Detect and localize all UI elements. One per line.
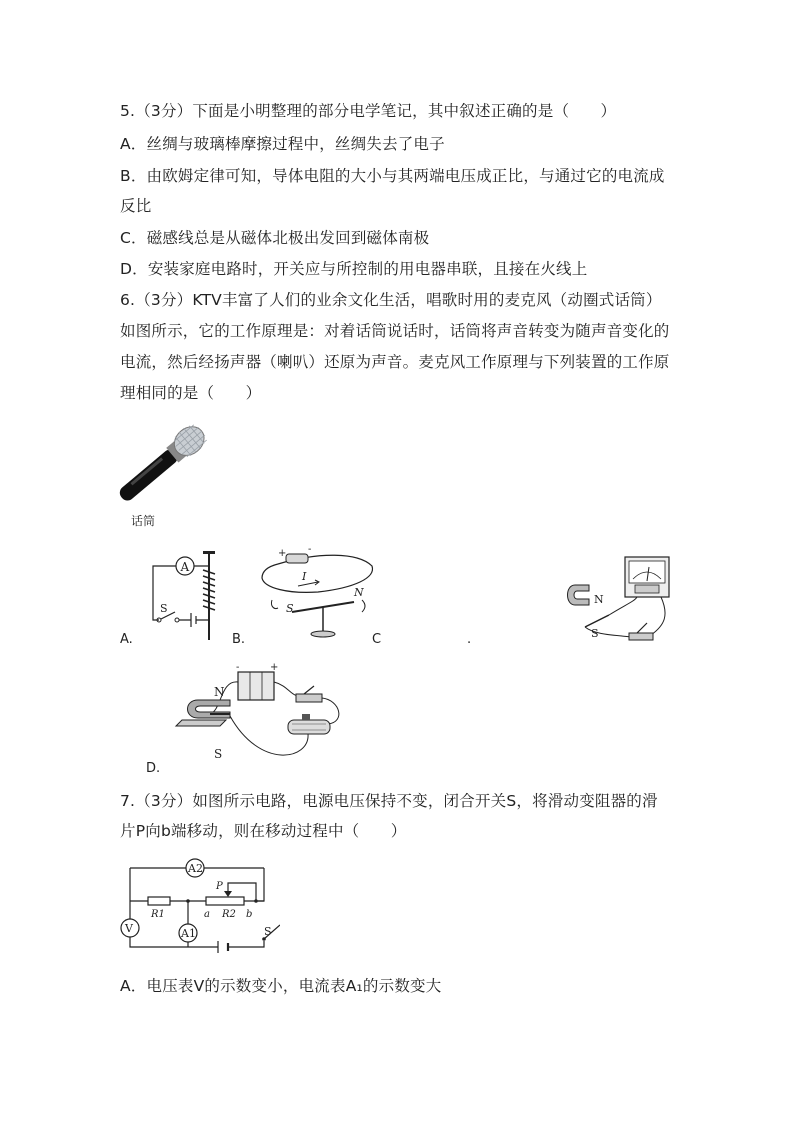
- terminal-a-label: a: [204, 909, 210, 920]
- q5-option-a: A．丝绸与玻璃棒摩擦过程中，丝绸失去了电子: [120, 135, 445, 153]
- magnet-s-label: S: [591, 627, 599, 640]
- microphone-image: [115, 412, 215, 507]
- q5-option-d: D．安装家庭电路时，开关应与所控制的用电器串联，且接在火线上: [120, 260, 588, 278]
- q6-stem-line1: 6.（3分）KTV丰富了人们的业余文化生活，唱歌时用的麦克风（动圈式话筒）: [120, 291, 662, 309]
- q6-option-d-label: D.: [146, 761, 161, 776]
- r2-label: R2: [222, 909, 236, 920]
- q6-stem-line2: 如图所示，它的工作原理是：对着话筒说话时，话筒将声音转变为随声音变化的: [120, 322, 670, 340]
- q6-figure-b: [258, 544, 380, 646]
- magnet-d-s-label: S: [214, 747, 223, 761]
- current-label: I: [302, 570, 307, 583]
- r1-label: R1: [151, 909, 165, 920]
- q6-option-c-dot: .: [467, 632, 472, 647]
- battery-d-plus: +: [270, 662, 279, 673]
- switch-s-label: S: [160, 602, 168, 615]
- q5-option-c: C．磁感线总是从磁体北极出发回到磁体南极: [120, 229, 430, 247]
- battery-minus: -: [308, 544, 312, 555]
- ammeter-a2-label: A2: [188, 862, 203, 875]
- q5-option-b: B．由欧姆定律可知，导体电阻的大小与其两端电压成正比，与通过它的电流成: [120, 167, 665, 185]
- q5-stem: 5.（3分）下面是小明整理的部分电学笔记，其中叙述正确的是（ ）: [120, 102, 617, 120]
- q5-option-b-cont: 反比: [120, 197, 152, 215]
- q6-figure-d: [170, 660, 360, 775]
- slider-p-label: P: [216, 881, 223, 892]
- q7-option-a: A．电压表V的示数变小，电流表A₁的示数变大: [120, 977, 442, 995]
- q6-stem-line3: 电流，然后经扬声器（喇叭）还原为声音。麦克风工作原理与下列装置的工作原: [120, 353, 670, 371]
- battery-plus: +: [278, 548, 287, 559]
- ammeter-a1-label: A1: [181, 927, 196, 940]
- switch-s7-label: S: [264, 925, 272, 938]
- mic-caption: 话筒: [131, 514, 156, 528]
- q7-stem-line2: 片P向b端移动，则在移动过程中（ ）: [120, 822, 407, 840]
- q7-circuit-diagram: [120, 855, 280, 957]
- q6-stem-line4: 理相同的是（ ）: [120, 384, 262, 402]
- needle-n-label: N: [354, 586, 364, 599]
- needle-s-label: S: [286, 602, 294, 615]
- q6-option-a-label: A.: [120, 632, 133, 647]
- battery-d-minus: -: [236, 662, 240, 673]
- terminal-b-label: b: [246, 909, 253, 920]
- q6-figure-c: [565, 555, 680, 647]
- q7-stem-line1: 7.（3分）如图所示电路，电源电压保持不变，闭合开关S，将滑动变阻器的滑: [120, 792, 658, 810]
- ammeter-a-label: A: [180, 560, 190, 574]
- magnet-n-label: N: [594, 593, 604, 606]
- voltmeter-label: V: [125, 922, 133, 935]
- q6-option-c-label: C: [372, 632, 382, 647]
- q6-option-b-label: B.: [232, 632, 246, 647]
- magnet-d-n-label: N: [214, 685, 225, 699]
- q6-figure-a: [145, 550, 227, 642]
